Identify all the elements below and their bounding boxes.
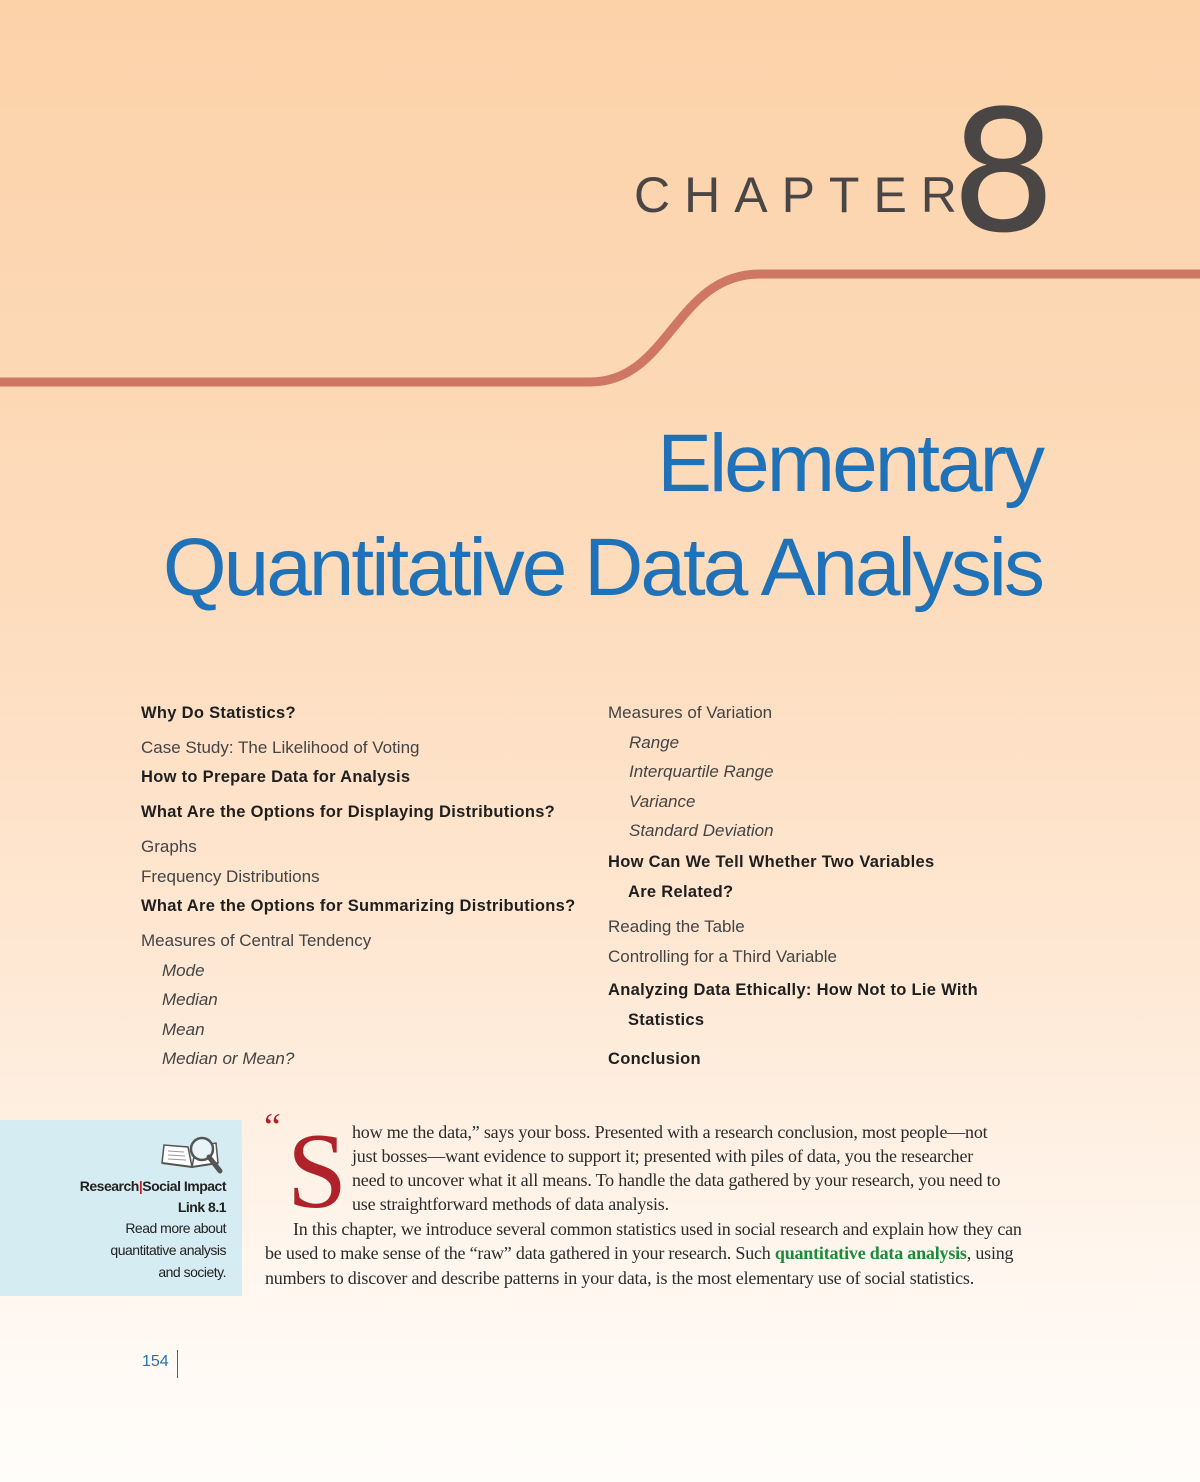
paragraph-line: need to uncover what it all means. To handle the data gathered by your research, you need to (352, 1170, 1001, 1190)
paragraph-line: In this chapter, we introduce several common statistics used in social research and explain how they can (293, 1219, 1022, 1239)
toc-heading: What Are the Options for Displaying Distributions? (141, 803, 556, 821)
paragraph-text: be used to make sense of the “raw” data gathered in your research. Such (265, 1243, 775, 1263)
paragraph-line (265, 1241, 1013, 1265)
toc-right-column (608, 702, 1048, 1083)
paragraph-line: just bosses—want evidence to support it; presented with piles of data, you the researcher (352, 1146, 974, 1166)
toc-subsubheading: Median or Mean? (162, 1049, 295, 1068)
toc-subheading: Frequency Distributions (141, 866, 320, 886)
toc-heading-continuation: Statistics (628, 1010, 705, 1029)
sidebar-title (80, 1176, 226, 1197)
chapter-title-line-1: Elementary (657, 418, 1042, 509)
sidebar-description: quantitative analysis (110, 1242, 226, 1258)
page-number: 154 (142, 1353, 169, 1370)
paragraph-line: how me the data,” says your boss. Presented with a research conclusion, most people—not (352, 1122, 988, 1142)
toc-heading-continuation: Are Related? (628, 883, 734, 901)
swoosh-curve (0, 274, 1200, 382)
page-number-rule (177, 1350, 178, 1378)
chapter-label: CHAPTER (634, 167, 971, 223)
sidebar-title-separator: | (138, 1178, 143, 1194)
sidebar-title-b: Social Impact (142, 1178, 226, 1194)
toc-subheading: Controlling for a Third Variable (608, 946, 837, 966)
sidebar-title-a: Research (79, 1178, 139, 1194)
toc-subsubheading: Mean (162, 1019, 205, 1039)
book-magnifier-icon[interactable] (158, 1133, 226, 1177)
toc-heading: How to Prepare Data for Analysis (141, 768, 411, 786)
toc-heading: Conclusion (608, 1049, 701, 1068)
toc-subsubheading: Standard Deviation (629, 821, 774, 840)
toc-subsubheading: Variance (629, 791, 696, 811)
sidebar-description: and society. (158, 1264, 226, 1280)
paragraph-line: numbers to discover and describe patterns in your data, is the most elementary use of social statistics. (265, 1268, 975, 1288)
chapter-number: 8 (950, 74, 1057, 270)
toc-subsubheading: Interquartile Range (629, 762, 774, 781)
drop-cap: S (287, 1112, 348, 1231)
sidebar-description: Read more about (125, 1220, 226, 1236)
toc-subsubheading: Range (629, 732, 680, 752)
toc-subheading: Graphs (141, 837, 197, 856)
opening-quote-mark: “ (264, 1106, 281, 1148)
toc-heading: How Can We Tell Whether Two Variables (608, 853, 935, 871)
paragraph-line: use straightforward methods of data analysis. (352, 1194, 669, 1214)
toc-left-column (141, 702, 601, 1078)
toc-subheading: Reading the Table (608, 917, 745, 936)
toc-subheading: Measures of Variation (608, 703, 773, 722)
toc-heading: What Are the Options for Summarizing Distributions? (141, 897, 576, 915)
decorative-swoosh (0, 260, 1200, 400)
toc-heading: Why Do Statistics? (141, 704, 296, 722)
toc-subsubheading: Mode (162, 960, 205, 980)
chapter-title-line-2: Quantitative Data Analysis (162, 522, 1042, 613)
toc-subsubheading: Median (162, 990, 218, 1009)
toc-subheading: Case Study: The Likelihood of Voting (141, 738, 420, 757)
key-term[interactable]: quantitative data analysis (774, 1243, 967, 1263)
paragraph-text: , using (966, 1243, 1014, 1263)
sidebar-link[interactable]: Link 8.1 (177, 1199, 226, 1215)
toc-heading: Analyzing Data Ethically: How Not to Lie With (608, 980, 978, 999)
toc-subheading: Measures of Central Tendency (141, 931, 372, 950)
